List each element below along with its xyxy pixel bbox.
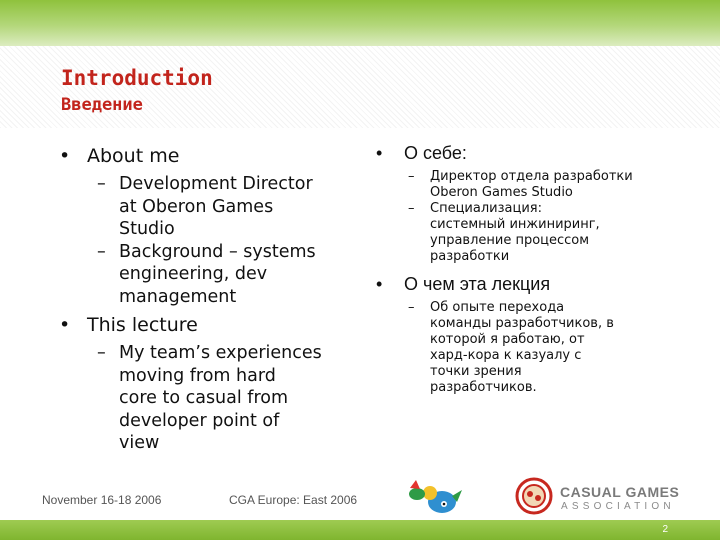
- top-banner: [0, 0, 720, 46]
- sub-bullet-experiences: [55, 342, 365, 455]
- bullet-about-me: [55, 145, 365, 167]
- bullet-dot: •: [59, 314, 71, 336]
- line: engineering, dev: [119, 264, 268, 284]
- right-column: [376, 140, 706, 404]
- line: Background – systems: [119, 241, 316, 262]
- line: moving from hard: [119, 365, 276, 386]
- line: management: [119, 286, 237, 307]
- sub-list: [55, 342, 365, 455]
- bullet-this-lecture: [55, 314, 365, 336]
- line: управление процессом: [430, 233, 590, 248]
- line: view: [119, 433, 160, 453]
- sub-dash: –: [408, 201, 415, 216]
- sub-bullet-role: [55, 173, 365, 241]
- bullet-dot: •: [376, 143, 383, 163]
- bullet-text: About me: [87, 145, 180, 167]
- line: разработки: [430, 249, 510, 264]
- line: Oberon Games Studio: [430, 185, 573, 200]
- footer-date: November 16-18 2006: [42, 493, 162, 507]
- page-number: 2: [662, 524, 668, 535]
- line: системный инжиниринг,: [430, 217, 600, 232]
- cga-brand-line1: CASUAL GAMES: [560, 484, 680, 500]
- line: которой я работаю, от: [430, 332, 585, 347]
- line: Директор отдела разработки: [430, 169, 633, 184]
- sub-bullet-specialization-ru: [376, 201, 706, 265]
- slide-title-ru: Введение: [61, 95, 143, 115]
- sub-list: [376, 300, 706, 396]
- sub-list: [376, 169, 706, 265]
- bullet-text: О себе:: [404, 143, 467, 163]
- bullet-text: This lecture: [87, 314, 198, 336]
- line: core to casual from: [119, 388, 289, 408]
- cga-logo-icon: [515, 477, 553, 515]
- line: at Oberon Games: [119, 196, 274, 217]
- sub-dash: –: [408, 169, 415, 184]
- bullet-about-me-ru: [376, 142, 706, 164]
- bullet-dot: •: [59, 145, 71, 167]
- line: developer point of: [119, 410, 280, 431]
- line: Development Director: [119, 174, 313, 194]
- slide-title-en: Introduction: [61, 66, 213, 90]
- bullet-lecture-ru: [376, 273, 706, 295]
- bullet-dot: •: [376, 274, 383, 294]
- line: разработчиков.: [430, 380, 537, 395]
- bottom-banner: [0, 520, 720, 540]
- footer-event: CGA Europe: East 2006: [229, 493, 358, 507]
- bullet-text: О чем эта лекция: [404, 274, 551, 294]
- sub-dash: –: [97, 343, 106, 363]
- line: точки зрения: [430, 364, 522, 379]
- sub-dash: –: [408, 300, 415, 315]
- line: Специализация:: [430, 201, 542, 216]
- line: команды разработчиков, в: [430, 316, 614, 331]
- line: хард-кора к казуалу с: [430, 348, 582, 363]
- sub-bullet-background: [55, 241, 365, 309]
- line: Studio: [119, 219, 175, 239]
- cga-brand-line2: ASSOCIATION: [561, 501, 675, 512]
- bird-logo-icon: [402, 476, 464, 518]
- sub-dash: –: [97, 241, 106, 262]
- sub-dash: –: [97, 174, 106, 194]
- left-column: [55, 141, 365, 461]
- sub-bullet-experience-ru: [376, 300, 706, 396]
- sub-bullet-role-ru: [376, 169, 706, 201]
- line: My team’s experiences: [119, 343, 322, 363]
- line: Об опыте перехода: [430, 300, 565, 315]
- sub-list: [55, 173, 365, 308]
